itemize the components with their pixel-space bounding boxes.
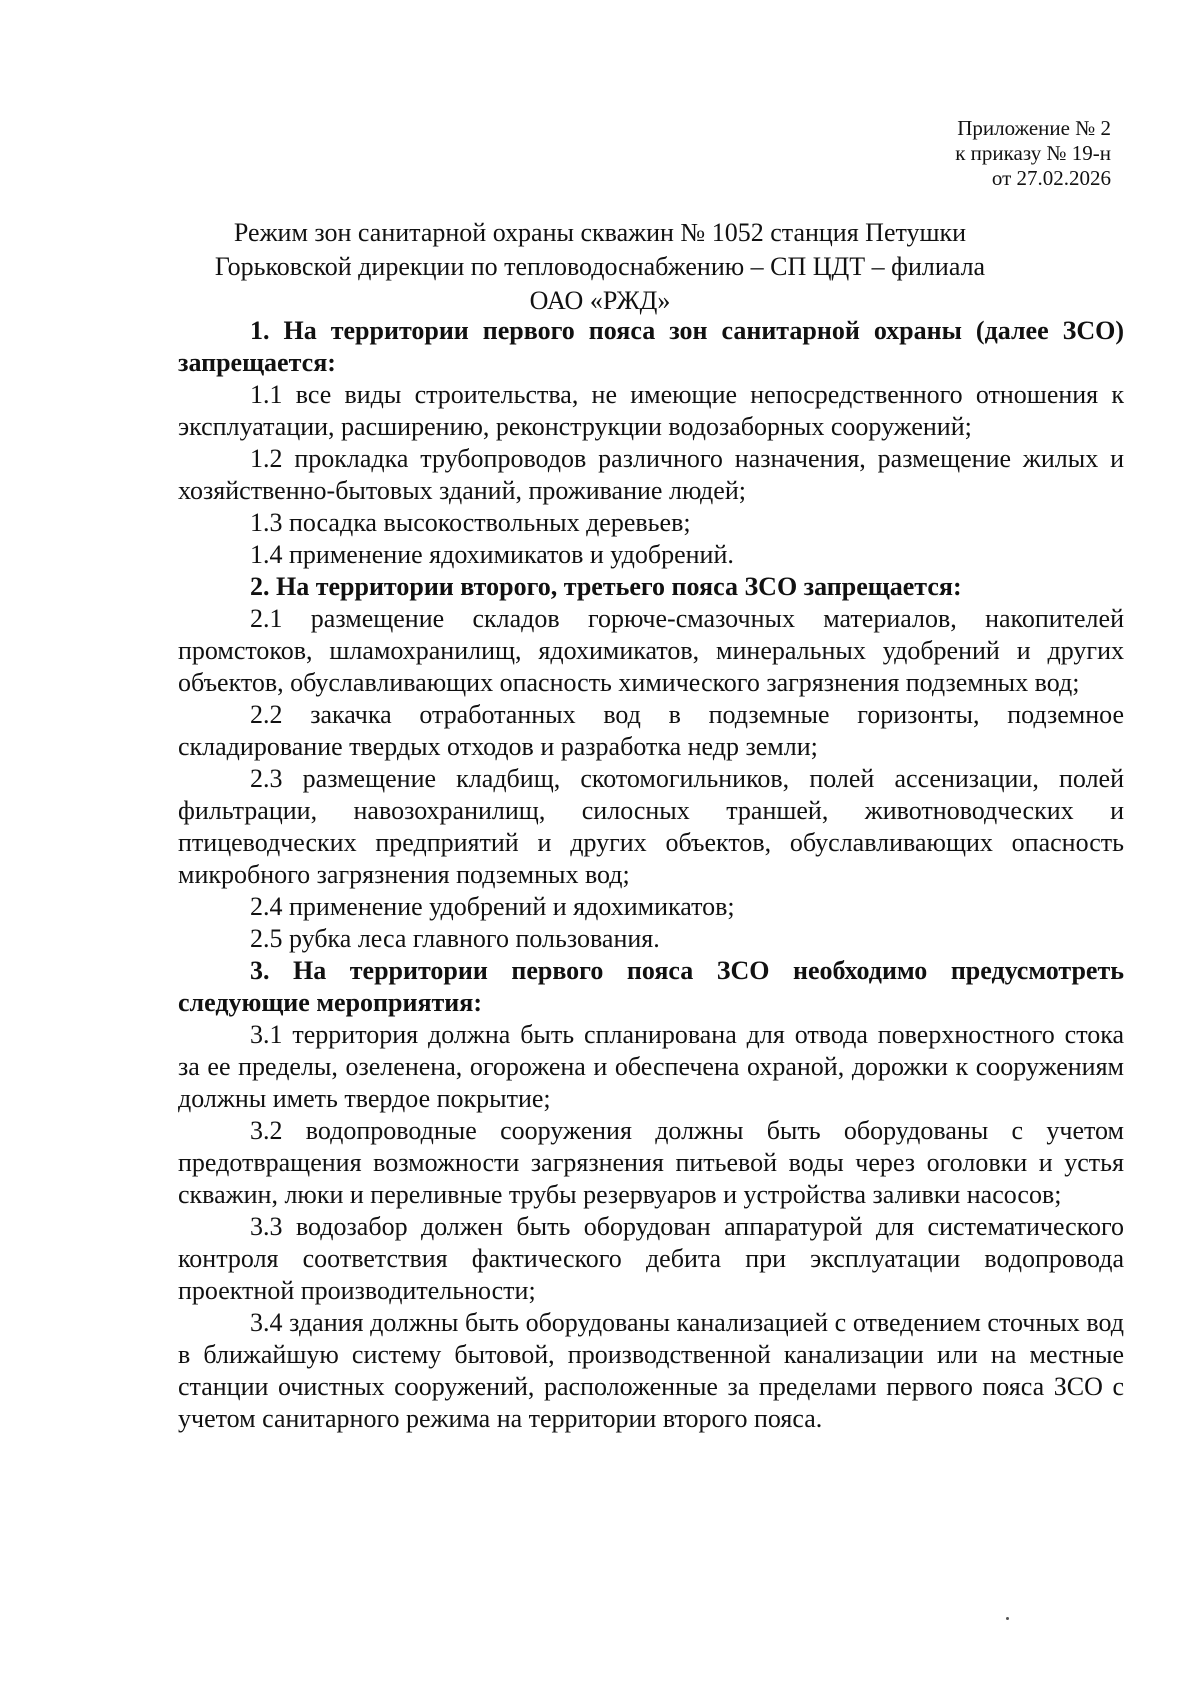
section-3-heading: 3. На территории первого пояса ЗСО необходимо предусмотреть следующие мероприятия: bbox=[178, 956, 1124, 1017]
section-2-item: 2.1 размещение складов горюче-смазочных материалов, накопителей промстоков, шламохранилищ, ядохимикатов, минеральных удобрений и других объектов, обуславливающих опасность химического загрязнения подземных вод; bbox=[178, 604, 1124, 697]
section-1-item: 1.1 все виды строительства, не имеющие непосредственного отношения к эксплуатации, расширению, реконструкции водозаборных сооружений; bbox=[178, 380, 1124, 441]
section-1-item: 1.3 посадка высокоствольных деревьев; bbox=[250, 508, 691, 537]
section-2-item: 2.3 размещение кладбищ, скотомогильников, полей ассенизации, полей фильтрации, навозохранилищ, силосных траншей, животноводческих и птицеводческих предприятий и других объектов, обуславливающих опасность микробного загрязнения подземных вод; bbox=[178, 764, 1124, 889]
section-2-item: 2.4 применение удобрений и ядохимикатов; bbox=[250, 892, 735, 921]
section-1-item: 1.4 применение ядохимикатов и удобрений. bbox=[250, 540, 734, 569]
section-2-item: 2.2 закачка отработанных вод в подземные горизонты, подземное складирование твердых отходов и разработка недр земли; bbox=[178, 700, 1124, 761]
section-3-item: 3.2 водопроводные сооружения должны быть оборудованы с учетом предотвращения возможности загрязнения питьевой воды через оголовки и устья скважин, люки и переливные трубы резервуаров и устройства заливки насосов; bbox=[178, 1116, 1124, 1209]
section-1-heading: 1. На территории первого пояса зон санитарной охраны (далее ЗСО) запрещается: bbox=[178, 316, 1124, 377]
attachment-note bbox=[955, 116, 1111, 191]
document-title bbox=[150, 216, 1050, 318]
document-body bbox=[178, 315, 1124, 1435]
title-line-2: Горьковской дирекции по тепловодоснабжению – СП ЦДТ – филиала bbox=[214, 252, 986, 281]
section-1-item: 1.2 прокладка трубопроводов различного назначения, размещение жилых и хозяйственно-бытовых зданий, проживание людей; bbox=[178, 444, 1124, 505]
section-3-item: 3.3 водозабор должен быть оборудован аппаратурой для систематического контроля соответствия фактического дебита при эксплуатации водопровода проектной производительности; bbox=[178, 1212, 1124, 1305]
section-3-item: 3.4 здания должны быть оборудованы канализацией с отведением сточных вод в ближайшую систему бытовой, производственной канализации или на местные станции очистных сооружений, расположенные за пределами первого пояса ЗСО с учетом санитарного режима на территории второго пояса. bbox=[178, 1308, 1124, 1433]
section-3-item: 3.1 территория должна быть спланирована для отвода поверхностного стока за ее пределы, озеленена, огорожена и обеспечена охраной, дорожки к сооружениям должны иметь твердое покрытие; bbox=[178, 1020, 1124, 1113]
section-2-heading: 2. На территории второго, третьего пояса ЗСО запрещается: bbox=[250, 572, 962, 601]
title-line-1: Режим зон санитарной охраны скважин № 1052 станция Петушки bbox=[233, 218, 967, 247]
scan-speck bbox=[1006, 1617, 1009, 1620]
section-2-item: 2.5 рубка леса главного пользования. bbox=[250, 924, 660, 953]
attachment-order-ref: к приказу № 19-н bbox=[955, 141, 1111, 165]
attachment-date: от 27.02.2026 bbox=[991, 166, 1111, 190]
attachment-number: Приложение № 2 bbox=[957, 116, 1111, 140]
title-line-3: ОАО «РЖД» bbox=[529, 286, 671, 315]
